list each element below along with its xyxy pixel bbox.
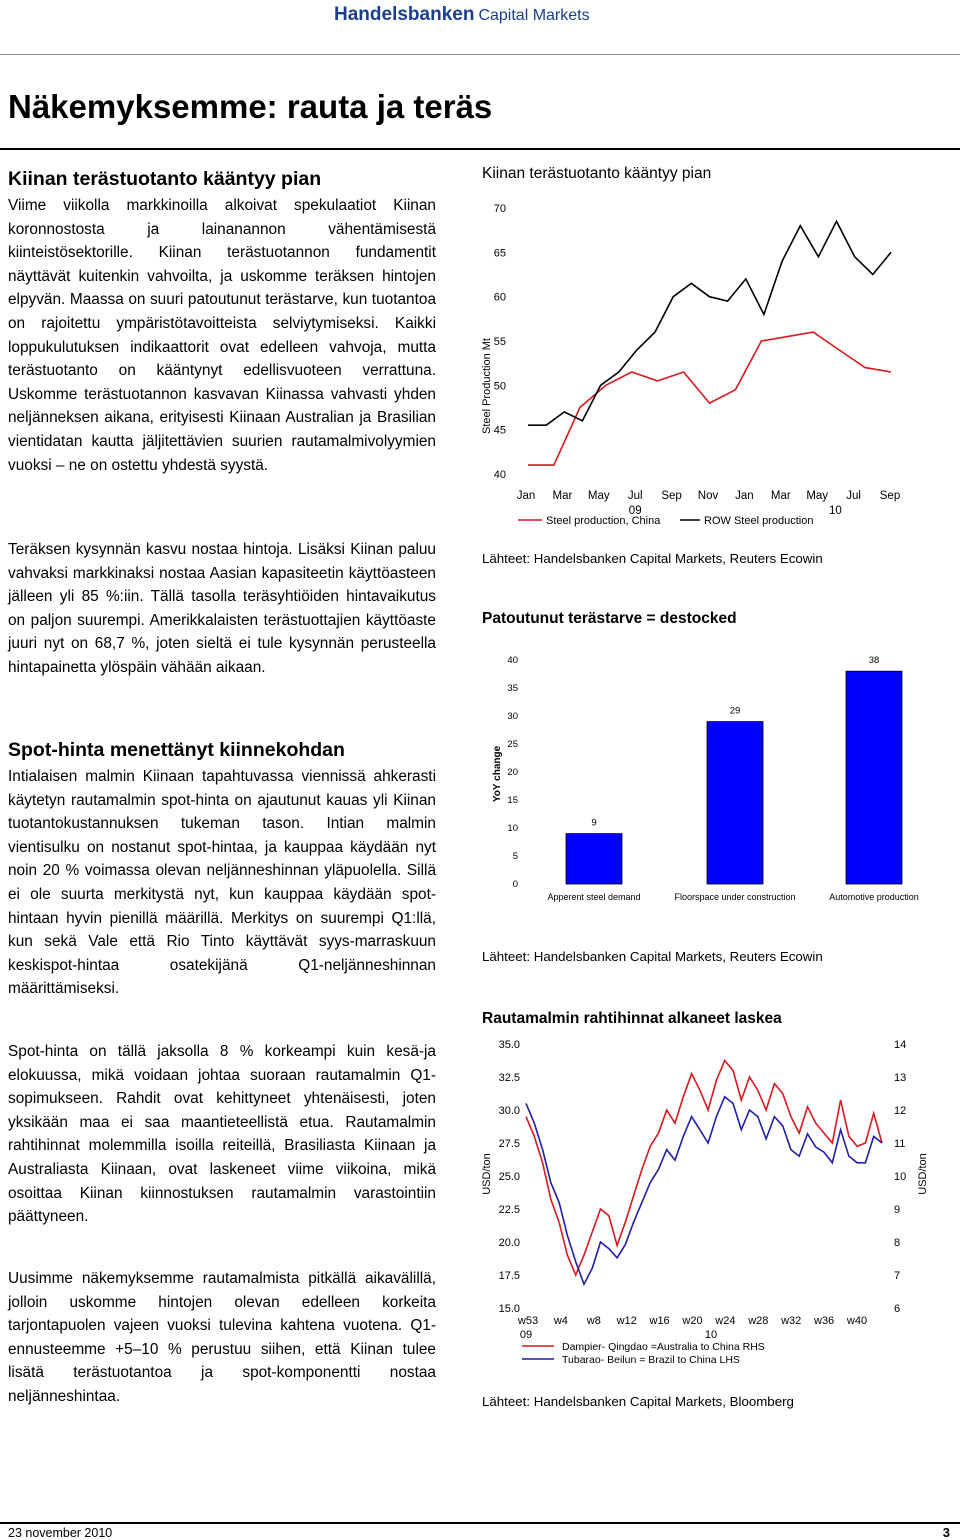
- chart3-xtick: w36: [814, 1315, 835, 1327]
- chart3-ytick-left: 15.0: [498, 1303, 520, 1315]
- chart3-ytick-left: 22.5: [498, 1204, 520, 1216]
- brand-name: Handelsbanken: [334, 4, 475, 25]
- chart2-bar: [846, 671, 902, 884]
- chart3-source: Lähteet: Handelsbanken Capital Markets, Bloomberg: [482, 1394, 794, 1409]
- chart3-series-dampier: [526, 1061, 882, 1276]
- chart3-ytick-left: 17.5: [498, 1270, 520, 1282]
- chart2-ylabel: YoY change: [492, 745, 503, 803]
- footer-date: 23 november 2010: [8, 1526, 113, 1540]
- chart3-legend-dampier: Dampier- Qingdao =Australia to China RHS: [562, 1341, 765, 1353]
- chart2-ytick: 0: [512, 879, 518, 890]
- chart3-legend-tubarao: Tubarao- Beilun = Brazil to China LHS: [562, 1354, 740, 1366]
- chart2-category-label: Apperent steel demand: [547, 892, 641, 902]
- paragraph-steel-demand: Teräksen kysynnän kasvu nostaa hintoja. Lisäksi Kiinan paluu vahvaksi markkinaksi nostaa Aasian kapasiteetin käyttöasteen jälleen yli 85 %:iin. Tällä tasolla teräsyhtiöiden hintavaikutus on paljon suurempi. Amerikkalaisten terästuottajien käyttöaste juuri nyt on 68,7 %, joten sieltä ei tule kysynnän perusteella hintapainetta ylöspäin vähään aikaan.: [8, 541, 436, 676]
- chart3-xtick: w28: [748, 1315, 769, 1327]
- chart3-ytick-right: 12: [894, 1105, 907, 1117]
- chart2-ytick: 15: [507, 795, 518, 806]
- chart1-xtick: Sep: [879, 490, 901, 502]
- chart1-xtick: Jul: [846, 490, 861, 502]
- chart3-ytick-right: 10: [894, 1171, 907, 1183]
- chart-freight-rates: [470, 1032, 950, 1372]
- chart3-ytick-left: 25.0: [498, 1171, 520, 1183]
- chart3-xtick: w53: [517, 1315, 539, 1327]
- chart1-ytick: 45: [493, 424, 506, 437]
- chart3-xtick: w40: [846, 1315, 868, 1327]
- chart1-xtick: Jul: [627, 490, 643, 502]
- chart3-ytick-right: 13: [894, 1072, 907, 1084]
- chart2-bar: [707, 722, 763, 884]
- chart1-series-china: [528, 332, 891, 465]
- chart3-ytick-right: 9: [894, 1204, 901, 1216]
- chart2-ytick: 35: [507, 683, 518, 694]
- chart2-ytick: 30: [507, 711, 518, 722]
- chart3-ytick-left: 32.5: [498, 1072, 520, 1084]
- chart1-xtick: May: [587, 490, 610, 502]
- paragraph-spot-price: Intialaisen malmin Kiinaan tapahtuvassa viennissä ahkerasti käytetyn rautamalmin spot-hinta on ajautunut kauas yli Kiinan tuotantokustannuksen tukeman tason. Intian malmin vientisulku on nostanut spot-hintaa, ja kauppaa käydään nyt noin 20 % voimassa olevan neljänneshinnan yläpuolella. Sillä ei ole suurta merkitystä nyt, kun kauppaa käydään spot-hintaan hyvin pienillä määrillä. Merkitys on suurempi Q1:llä, kun sekä Vale että Rio Tinto käyttävät syys-marraskuun keskispot-hintaa osatekijänä Q1-neljänneshinnan määrittämiseksi.: [8, 768, 436, 998]
- chart3-xtick: w12: [616, 1315, 637, 1327]
- chart1-ytick: 55: [493, 336, 506, 348]
- chart-steel-demand: [470, 646, 940, 908]
- chart2-ytick: 5: [512, 851, 518, 862]
- chart3-title: Rautamalmin rahtihinnat alkaneet laskea: [482, 1010, 782, 1027]
- chart2-ytick: 20: [507, 767, 518, 778]
- chart3-ylabel: USD/ton: [481, 1153, 493, 1195]
- footer-rule: [0, 1522, 960, 1524]
- paragraph-outlook: Uusimme näkemyksemme rautamalmista pitkällä aikavälillä, jolloin uskomme hintojen olevan edelleen korkeita tarjontapuolen vajeen vuoksi tulevina kahtena vuotena. Q1-ennusteemme +5–10 % perustuu siihen, että Kiinan tulee lisätä terästuotantoa ja spot-komponentti nostaa neljänneshintaa.: [8, 1270, 436, 1405]
- chart2-value-label: 38: [868, 655, 880, 667]
- chart2-bar: [566, 834, 622, 884]
- chart1-xtick: May: [806, 490, 829, 502]
- chart3-ytick-left: 35.0: [498, 1039, 520, 1051]
- chart1-ytick: 40: [493, 469, 506, 481]
- chart3-xtick: w32: [781, 1315, 802, 1327]
- chart2-ytick: 25: [507, 739, 518, 750]
- chart3-xtick: w8: [586, 1315, 601, 1327]
- chart3-ytick-right: 14: [894, 1039, 907, 1051]
- chart1-xtick: Mar: [552, 490, 573, 502]
- chart2-source: Lähteet: Handelsbanken Capital Markets, Reuters Ecowin: [482, 949, 823, 964]
- brand-sub: Capital Markets: [478, 7, 590, 24]
- chart1-legend-china: Steel production, China: [546, 515, 661, 527]
- chart1-xtick: Jan: [735, 490, 754, 502]
- logo: [0, 0, 960, 32]
- chart1-xtick: Nov: [697, 490, 719, 502]
- chart2-ytick: 40: [507, 655, 518, 666]
- chart2-category-label: Floorspace under construction: [674, 892, 796, 902]
- chart3-year-label: 09: [519, 1329, 533, 1341]
- chart1-xtick: Sep: [661, 490, 682, 502]
- chart1-title: Kiinan terästuotanto kääntyy pian: [482, 165, 712, 182]
- chart3-ytick-right: 7: [894, 1270, 901, 1282]
- paragraph-steel-production: Viime viikolla markkinoilla alkoivat spekulaatiot Kiinan koronnostosta ja lainanannon vähentämisestä kiinteistösektorille. Kiinan terästuotannon fundamentit näyttävät kuitenkin vahvoilta, ja uskomme teräksen hintojen elpyvän. Maassa on suuri patoutunut terästarve, kun tuotantoa on rajoitettu ympäristötavoitteista selviytymiseksi. Kaikki loppukulutuksen indikaattorit ovat edelleen vahvoja, mutta terästuotanto on kääntynyt edellisvuoteen verrattuna. Uskomme terästuotannon kasvavan Kiinassa vahvasti yhden neljänneksen aikana, erityisesti Kiinaan Australian ja Brasilian vientidatan kautta jäljitettävien suurien rautamalmivolyymien vuoksi – ne on ostettu yhdestä syystä.: [8, 197, 436, 474]
- chart3-ytick-right: 8: [894, 1237, 901, 1249]
- chart-steel-production: [470, 186, 910, 534]
- chart1-ylabel: Steel Production Mt: [481, 338, 493, 434]
- page-number: 3: [942, 1525, 950, 1540]
- chart3-xtick: w16: [649, 1315, 670, 1327]
- paragraph-spot-price-period: Spot-hinta on tällä jaksolla 8 % korkeampi kuin kesä-ja elokuussa, mikä voidaan johtaa suoraan rautamalmin Q1-sopimukseen. Rahdit ovat kehittyneet yhtenäisesti, joten yksikään maa ei saa maantieteellistä etua. Rautamalmin rahtihinnat molemmilla isoilla reiteillä, Brasiliasta Kiinaan ja Australiasta Kiinaan, ovat laskeneet viime viikoina, mikä osoittaa Kiinan kiinnostuksen rautamalmin varastointiin päättyneen.: [8, 1043, 436, 1226]
- chart1-source: Lähteet: Handelsbanken Capital Markets, Reuters Ecowin: [482, 551, 823, 566]
- chart1-series-row: [528, 221, 891, 425]
- chart3-ytick-left: 30.0: [498, 1105, 520, 1117]
- header-rule: [0, 54, 960, 55]
- chart1-year-label: 10: [829, 505, 842, 517]
- chart1-year-label: 09: [628, 505, 642, 517]
- chart3-xtick: w24: [715, 1315, 736, 1327]
- chart1-ytick: 70: [493, 203, 506, 215]
- chart3-ytick-right: 11: [894, 1138, 906, 1150]
- chart2-category-label: Automotive production: [829, 892, 919, 902]
- chart3-xtick: w20: [682, 1315, 703, 1327]
- chart3-year-label: 10: [704, 1329, 718, 1341]
- section-heading-spot-price: Spot-hinta menettänyt kiinnekohdan: [8, 739, 345, 761]
- chart3-ytick-right: 6: [894, 1303, 901, 1315]
- chart3-xtick: w4: [553, 1315, 568, 1327]
- chart3-y2label: USD/ton: [917, 1153, 929, 1195]
- chart2-value-label: 29: [729, 705, 741, 717]
- chart1-ytick: 65: [493, 247, 506, 260]
- title-rule: [0, 148, 960, 150]
- chart1-legend-row: ROW Steel production: [704, 515, 814, 527]
- chart1-xtick: Mar: [770, 490, 791, 502]
- section-heading-steel-production: Kiinan terästuotanto kääntyy pian: [8, 168, 322, 190]
- chart3-ytick-left: 20.0: [498, 1237, 520, 1249]
- chart2-title: Patoutunut terästarve = destocked: [482, 610, 737, 627]
- chart1-ytick: 60: [493, 291, 506, 304]
- chart1-ytick: 50: [493, 380, 506, 393]
- chart3-ytick-left: 27.5: [498, 1138, 520, 1150]
- page-title: Näkemyksemme: rauta ja teräs: [8, 88, 493, 125]
- chart3-series-tubarao: [526, 1097, 882, 1284]
- chart1-xtick: Jan: [516, 490, 536, 502]
- chart2-value-label: 9: [591, 817, 597, 829]
- chart2-ytick: 10: [507, 823, 518, 834]
